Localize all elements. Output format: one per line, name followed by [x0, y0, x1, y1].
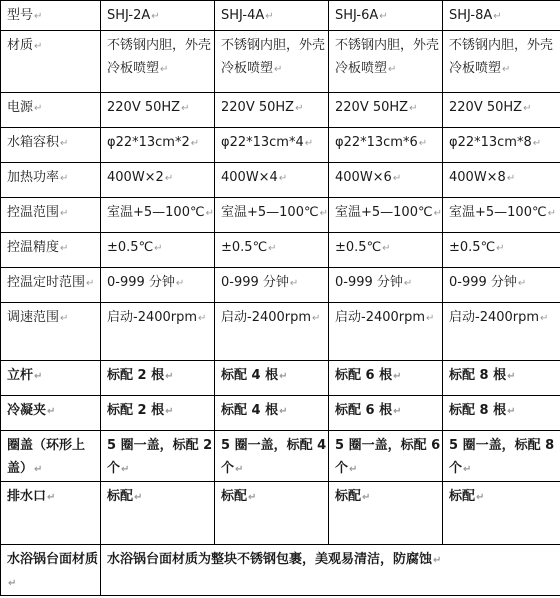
return-mark: ↵: [164, 173, 174, 184]
return-mark: ↵: [388, 64, 397, 75]
return-mark: ↵: [154, 243, 163, 254]
value-cell-text: 标配 6 根↵: [335, 368, 402, 383]
value-cell-text: 标配 4 根↵: [221, 403, 288, 418]
value-cell-text: 0-999 分钟↵: [221, 275, 299, 290]
value-cell: [215, 361, 329, 396]
return-mark: ↵: [476, 492, 485, 503]
return-mark: ↵: [34, 464, 43, 475]
value-cell-text: 400W×2↵: [107, 170, 174, 185]
value-cell-text: 0-999 分钟↵: [107, 275, 185, 290]
return-mark: ↵: [532, 138, 542, 149]
table-footer-row: [1, 545, 560, 596]
row-label-cell: [1, 31, 101, 93]
model-cell-text: SHJ-2A↵: [107, 8, 160, 23]
return-mark: ↵: [496, 243, 505, 254]
value-cell: [329, 233, 443, 268]
row-label-cell: [1, 361, 101, 396]
row-label-cell-text: 控温定时范围↵: [7, 275, 95, 290]
return-mark: ↵: [523, 103, 532, 114]
value-cell-text: φ22*13cm*4↵: [221, 135, 314, 150]
value-cell-text: 标配 8 根↵: [449, 403, 516, 418]
model-cell-text: SHJ-6A↵: [335, 8, 388, 23]
row-label-cell: [1, 431, 101, 482]
value-cell: [329, 431, 443, 482]
return-mark: ↵: [319, 208, 328, 219]
value-cell: [215, 163, 329, 198]
table-row: [1, 198, 560, 233]
value-cell-text: 室温+5—100℃↵: [107, 205, 214, 220]
value-cell-text: 标配 8 根↵: [449, 368, 516, 383]
row-label-cell-text: 冷凝夹↵: [7, 403, 56, 418]
value-cell-text: 室温+5—100℃↵: [449, 205, 556, 220]
row-label-cell: [1, 93, 101, 128]
value-cell-text: 标配 2 根↵: [107, 368, 174, 383]
return-mark: ↵: [34, 103, 43, 114]
row-label-cell-text: 控温精度↵: [7, 240, 69, 255]
row-label-cell-text: 控温范围↵: [7, 205, 69, 220]
return-mark: ↵: [60, 138, 69, 149]
return-mark: ↵: [547, 208, 556, 219]
value-cell-text: 室温+5—100℃↵: [335, 205, 442, 220]
model-cell-text: SHJ-4A↵: [221, 8, 274, 23]
value-cell: [329, 361, 443, 396]
return-mark: ↵: [190, 138, 200, 149]
return-mark: ↵: [60, 173, 69, 184]
value-cell-text: 0-999 分钟↵: [449, 275, 527, 290]
return-mark: ↵: [493, 11, 502, 22]
return-mark: ↵: [248, 492, 257, 503]
value-cell: [101, 361, 215, 396]
return-mark: ↵: [181, 103, 190, 114]
return-mark: ↵: [60, 208, 69, 219]
value-cell-text: ±0.5℃↵: [107, 240, 163, 255]
row-label-cell: [1, 128, 101, 163]
value-cell-text: 不锈钢内胆，外壳冷板喷塑↵: [449, 38, 554, 76]
value-cell-text: 标配 2 根↵: [107, 403, 174, 418]
value-cell: [101, 233, 215, 268]
row-label-cell-text: 电源↵: [7, 100, 43, 115]
model-cell: [215, 1, 329, 31]
return-mark: ↵: [279, 406, 288, 417]
table-header-row: [1, 1, 560, 31]
value-cell: [101, 93, 215, 128]
value-cell: [215, 233, 329, 268]
footer-label-cell: [1, 545, 101, 596]
value-cell-text: φ22*13cm*8↵: [449, 135, 542, 150]
spec-table-body: [1, 1, 560, 596]
value-cell: [101, 163, 215, 198]
value-cell-text: 220V 50HZ↵: [221, 100, 304, 115]
return-mark: ↵: [433, 555, 442, 566]
return-mark: ↵: [60, 313, 69, 324]
header-label-cell-text: 型号↵: [7, 8, 43, 23]
value-cell: [443, 303, 560, 361]
return-mark: ↵: [86, 278, 95, 289]
value-cell: [215, 128, 329, 163]
value-cell: [215, 396, 329, 431]
return-mark: ↵: [418, 138, 428, 149]
value-cell-text: 室温+5—100℃↵: [221, 205, 328, 220]
value-cell: [329, 93, 443, 128]
return-mark: ↵: [121, 464, 130, 475]
value-cell-text: 220V 50HZ↵: [335, 100, 418, 115]
value-cell: [101, 268, 215, 303]
row-label-cell-text: 材质↵: [7, 38, 43, 53]
value-cell-text: 5 圈一盖，标配 4 个↵: [221, 438, 327, 476]
row-label-cell-text: 水箱容积↵: [7, 135, 69, 150]
return-mark: ↵: [393, 371, 402, 382]
value-cell: [329, 482, 443, 545]
value-cell-text: ±0.5℃↵: [449, 240, 505, 255]
return-mark: ↵: [175, 278, 185, 289]
return-mark: ↵: [409, 103, 418, 114]
value-cell: [443, 163, 560, 198]
return-mark: ↵: [517, 278, 527, 289]
return-mark: ↵: [382, 243, 391, 254]
return-mark: ↵: [403, 278, 413, 289]
model-cell-text: SHJ-8A↵: [449, 8, 502, 23]
return-mark: ↵: [160, 64, 169, 75]
row-label-cell-text: 排水口↵: [7, 489, 56, 504]
value-cell-text: 启动-2400rpm↵: [335, 310, 435, 325]
return-mark: ↵: [392, 173, 402, 184]
value-cell-text: φ22*13cm*6↵: [335, 135, 428, 150]
value-cell-text: 5 圈一盖，标配 8 个↵: [449, 438, 555, 476]
value-cell-text: 不锈钢内胆，外壳冷板喷塑↵: [221, 38, 326, 76]
value-cell: [443, 128, 560, 163]
row-label-cell: [1, 482, 101, 545]
row-label-cell: [1, 303, 101, 361]
value-cell: [443, 431, 560, 482]
return-mark: ↵: [426, 313, 435, 324]
table-row: [1, 128, 560, 163]
row-label-cell-text: 立杆↵: [7, 368, 43, 383]
value-cell-text: 5 圈一盖，标配 6 个↵: [335, 438, 441, 476]
value-cell: [443, 198, 560, 233]
value-cell: [443, 396, 560, 431]
value-cell: [329, 31, 443, 93]
value-cell-text: 400W×4↵: [221, 170, 288, 185]
value-cell: [101, 198, 215, 233]
value-cell-text: 标配↵: [449, 489, 485, 504]
value-cell: [443, 268, 560, 303]
table-row: [1, 396, 560, 431]
value-cell: [329, 198, 443, 233]
return-mark: ↵: [507, 406, 516, 417]
footer-text-cell-text: 水浴锅台面材质为整块不锈钢包裹，美观易清洁，防腐蚀↵: [107, 552, 442, 567]
value-cell: [329, 128, 443, 163]
return-mark: ↵: [506, 173, 516, 184]
value-cell: [329, 396, 443, 431]
value-cell-text: 0-999 分钟↵: [335, 275, 413, 290]
value-cell: [101, 303, 215, 361]
value-cell: [329, 163, 443, 198]
value-cell-text: 启动-2400rpm↵: [107, 310, 207, 325]
return-mark: ↵: [34, 41, 43, 52]
table-row: [1, 361, 560, 396]
value-cell-text: 标配↵: [107, 489, 143, 504]
value-cell-text: 启动-2400rpm↵: [449, 310, 549, 325]
value-cell-text: 400W×6↵: [335, 170, 402, 185]
return-mark: ↵: [507, 371, 516, 382]
table-row: [1, 431, 560, 482]
value-cell: [101, 31, 215, 93]
value-cell-text: 220V 50HZ↵: [449, 100, 532, 115]
return-mark: ↵: [304, 138, 314, 149]
value-cell: [443, 482, 560, 545]
value-cell: [215, 31, 329, 93]
return-mark: ↵: [235, 464, 244, 475]
row-label-cell: [1, 396, 101, 431]
value-cell: [215, 93, 329, 128]
return-mark: ↵: [463, 464, 472, 475]
table-row: [1, 303, 560, 361]
return-mark: ↵: [279, 371, 288, 382]
value-cell: [101, 431, 215, 482]
value-cell-text: 5 圈一盖，标配 2 个↵: [107, 438, 213, 476]
header-label-cell: [1, 1, 101, 31]
return-mark: ↵: [205, 208, 214, 219]
return-mark: ↵: [198, 313, 207, 324]
value-cell-text: φ22*13cm*2↵: [107, 135, 200, 150]
value-cell-text: 400W×8↵: [449, 170, 516, 185]
return-mark: ↵: [502, 64, 511, 75]
model-cell: [443, 1, 560, 31]
value-cell: [329, 268, 443, 303]
return-mark: ↵: [47, 406, 56, 417]
model-cell: [101, 1, 215, 31]
footer-text-cell: [101, 545, 560, 596]
value-cell-text: ±0.5℃↵: [335, 240, 391, 255]
row-label-cell-text: 圈盖（环形上盖）↵: [7, 438, 86, 476]
return-mark: ↵: [165, 406, 174, 417]
table-row: [1, 268, 560, 303]
return-mark: ↵: [151, 11, 160, 22]
row-label-cell-text: 调速范围↵: [7, 310, 69, 325]
value-cell: [443, 361, 560, 396]
value-cell: [329, 303, 443, 361]
table-row: [1, 93, 560, 128]
return-mark: ↵: [289, 278, 299, 289]
value-cell: [101, 396, 215, 431]
value-cell-text: 标配 6 根↵: [335, 403, 402, 418]
return-mark: ↵: [540, 313, 549, 324]
return-mark: ↵: [34, 371, 43, 382]
return-mark: ↵: [134, 492, 143, 503]
value-cell-text: 不锈钢内胆，外壳冷板喷塑↵: [107, 38, 212, 76]
return-mark: ↵: [433, 208, 442, 219]
return-mark: ↵: [60, 243, 69, 254]
row-label-cell-text: 加热功率↵: [7, 170, 69, 185]
model-cell: [329, 1, 443, 31]
value-cell-text: 220V 50HZ↵: [107, 100, 190, 115]
value-cell: [215, 268, 329, 303]
value-cell-text: 不锈钢内胆，外壳冷板喷塑↵: [335, 38, 440, 76]
value-cell: [215, 303, 329, 361]
return-mark: ↵: [268, 243, 277, 254]
table-row: [1, 163, 560, 198]
value-cell: [215, 482, 329, 545]
value-cell: [215, 431, 329, 482]
value-cell: [443, 31, 560, 93]
value-cell: [443, 93, 560, 128]
value-cell-text: 标配↵: [335, 489, 371, 504]
return-mark: ↵: [295, 103, 304, 114]
return-mark: ↵: [362, 492, 371, 503]
return-mark: ↵: [312, 313, 321, 324]
return-mark: ↵: [47, 492, 56, 503]
value-cell-text: 标配 4 根↵: [221, 368, 288, 383]
value-cell-text: 标配↵: [221, 489, 257, 504]
value-cell: [215, 198, 329, 233]
value-cell-text: 启动-2400rpm↵: [221, 310, 321, 325]
table-row: [1, 482, 560, 545]
value-cell-text: ±0.5℃↵: [221, 240, 277, 255]
value-cell: [101, 128, 215, 163]
row-label-cell: [1, 198, 101, 233]
return-mark: ↵: [278, 173, 288, 184]
return-mark: ↵: [8, 578, 17, 589]
return-mark: ↵: [165, 371, 174, 382]
return-mark: ↵: [393, 406, 402, 417]
table-row: [1, 233, 560, 268]
return-mark: ↵: [265, 11, 274, 22]
row-label-cell: [1, 268, 101, 303]
return-mark: ↵: [34, 11, 43, 22]
value-cell: [101, 482, 215, 545]
row-label-cell: [1, 233, 101, 268]
table-row: [1, 31, 560, 93]
return-mark: ↵: [379, 11, 388, 22]
return-mark: ↵: [274, 64, 283, 75]
value-cell: [443, 233, 560, 268]
row-label-cell: [1, 163, 101, 198]
footer-label-cell-text: 水浴锅台面材质↵: [7, 552, 99, 589]
return-mark: ↵: [349, 464, 358, 475]
